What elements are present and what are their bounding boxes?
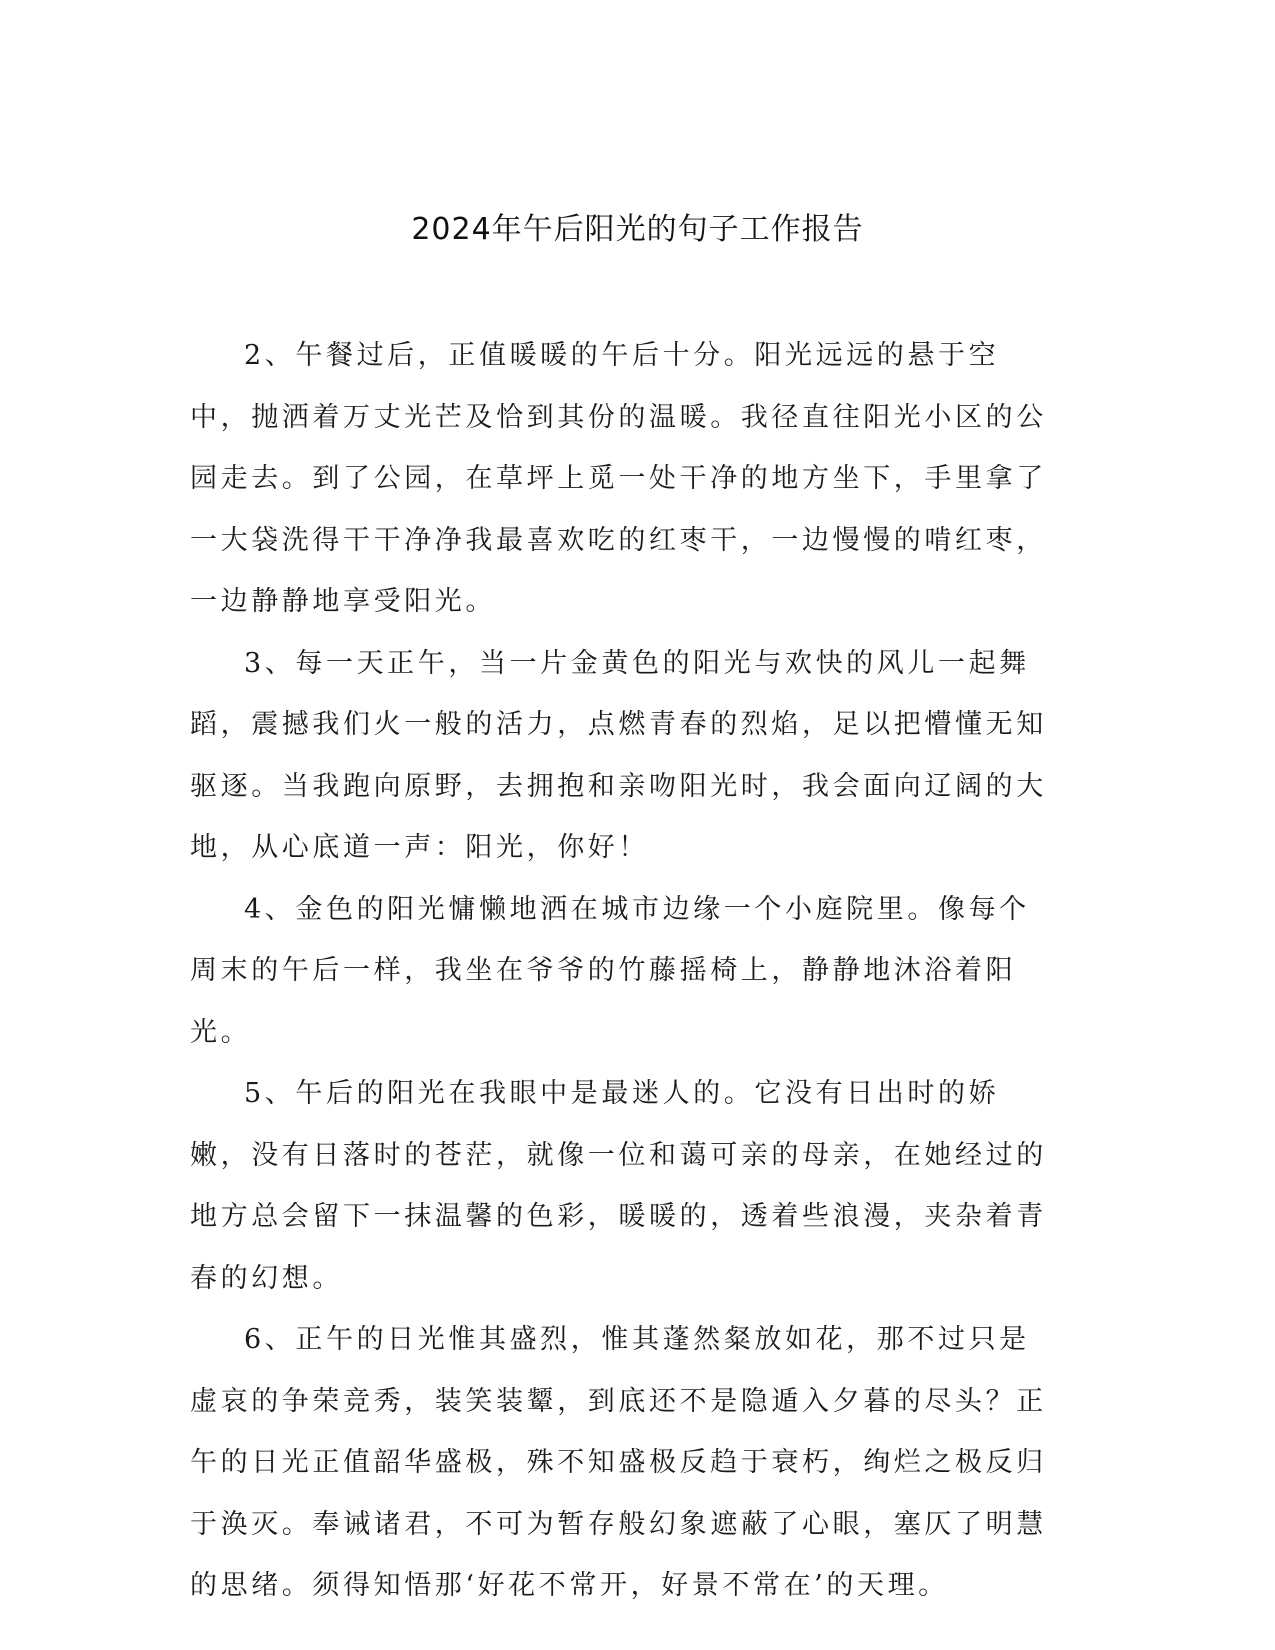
paragraph-5: 5、午后的阳光在我眼中是最迷人的。它没有日出时的娇嫩，没有日落时的苍茫，就像一位和蔼可亲的母亲，在她经过的地方总会留下一抹温馨的色彩，暖暖的，透着些浪漫，夹杂着青春的幻想。 <box>190 1078 1047 1294</box>
paragraph-6: 6、正午的日光惟其盛烈，惟其蓬然粲放如花，那不过只是虚哀的争荣竞秀，装笑装颦，到底还不是隐遁入夕暮的尽头？正午的日光正值韶华盛极，殊不知盛极反趋于衰朽，绚烂之极反归于涣灭。奉诫诸君，不可为暂存般幻象遮蔽了心眼，塞仄了明慧的思绪。须得知悟那‘好花不常开，好景不常在’的天理。 <box>190 1324 1047 1601</box>
paragraph-2: 2、午餐过后，正值暖暖的午后十分。阳光远远的悬于空中，抛洒着万丈光芒及恰到其份的温暖。我径直往阳光小区的公园走去。到了公园，在草坪上觅一处干净的地方坐下，手里拿了一大袋洗得干干净净我最喜欢吃的红枣干，一边慢慢的啃红枣，一边静静地享受阳光。 <box>190 340 1047 617</box>
paragraph-3: 3、每一天正午，当一片金黄色的阳光与欢快的风儿一起舞蹈，震撼我们火一般的活力，点燃青春的烈焰，足以把懵懂无知驱逐。当我跑向原野，去拥抱和亲吻阳光时，我会面向辽阔的大地，从心底道一声：阳光，你好！ <box>190 647 1047 863</box>
document-body <box>190 325 1060 1617</box>
paragraph-4: 4、金色的阳光慵懒地洒在城市边缘一个小庭院里。像每个周末的午后一样，我坐在爷爷的竹藤摇椅上，静静地沐浴着阳光。 <box>190 893 1030 1048</box>
document-title: 2024年午后阳光的句子工作报告 <box>411 212 864 247</box>
